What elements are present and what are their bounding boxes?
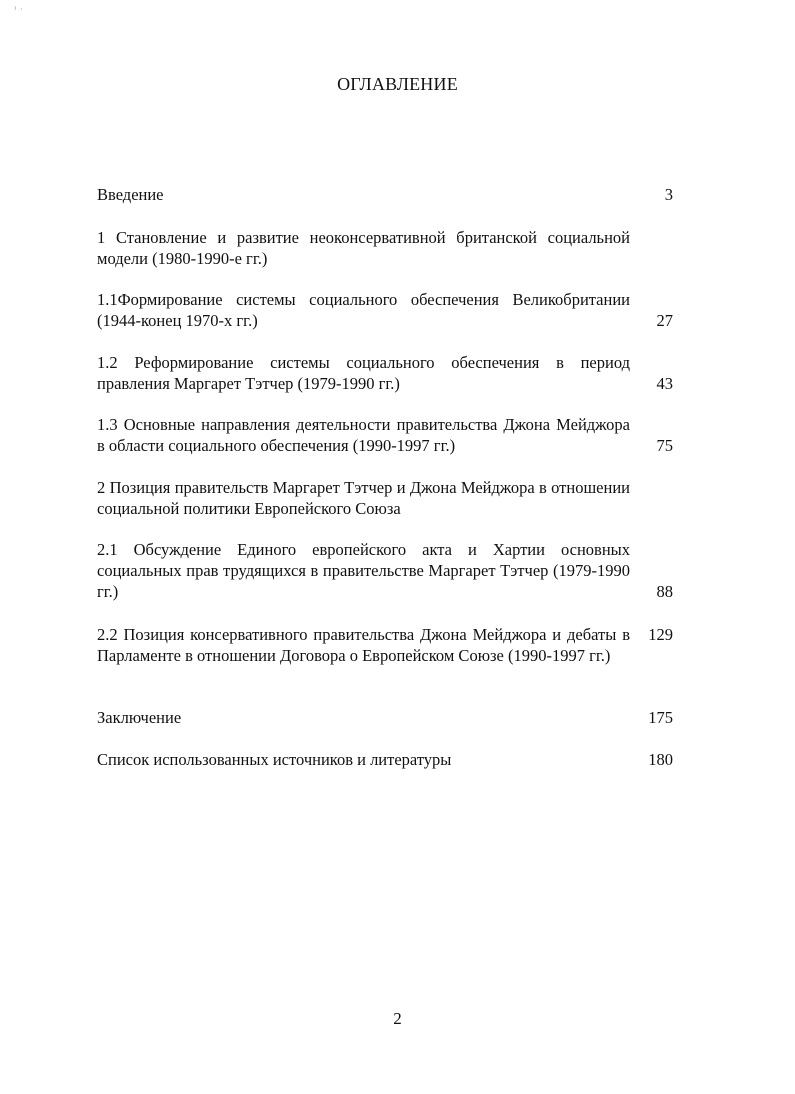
toc-entry-section-1-2[interactable]: [97, 352, 677, 394]
toc-entry-introduction[interactable]: [97, 184, 677, 205]
toc-entry-section-1-1[interactable]: [97, 289, 677, 331]
toc-entry-page: 75: [656, 436, 673, 455]
toc-entry-page: 175: [648, 708, 673, 727]
toc-entry-text: Введение: [97, 185, 164, 204]
toc-entry-conclusion[interactable]: [97, 707, 677, 728]
toc-entry-section-2-1[interactable]: [97, 539, 677, 602]
toc-entry-page: 129: [648, 625, 673, 644]
toc-entry-text: 1.1Формирование системы социального обеспечения Великобритании (1944-конец 1970-х гг.): [97, 290, 630, 330]
toc-entry-text: 1 Становление и развитие неоконсервативной британской социальной модели (1980-1990-е гг.): [97, 228, 630, 268]
toc-entry-section-2-2[interactable]: [97, 624, 677, 666]
page-title: ОГЛАВЛЕНИЕ: [337, 74, 458, 94]
toc-entry-text: 2 Позиция правительств Маргарет Тэтчер и Джона Мейджора в отношении социальной политики Европейского Союза: [97, 478, 630, 518]
toc-entry-text: 2.1 Обсуждение Единого европейского акта и Хартии основных социальных прав трудящихся в правительстве Маргарет Тэтчер (1979-1990 гг.): [97, 540, 630, 601]
toc-entry-page: 3: [664, 185, 673, 204]
toc-entry-page: 27: [656, 311, 673, 330]
scan-mark: ₁ ˎ: [14, 2, 24, 10]
toc-entry-chapter-1[interactable]: [97, 227, 677, 269]
toc-entry-text: 2.2 Позиция консервативного правительства Джона Мейджора и дебаты в Парламенте в отношении Договора о Европейском Союзе (1990-1997 гг.): [97, 625, 630, 665]
toc-entry-page: 43: [656, 374, 673, 393]
toc-entry-page: 180: [648, 750, 673, 769]
toc-entry-text: Список использованных источников и литературы: [97, 750, 452, 769]
toc-entry-text: 1.3 Основные направления деятельности правительства Джона Мейджора в области социального обеспечения (1990-1997 гг.): [97, 415, 630, 455]
toc-entry-text: 1.2 Реформирование системы социального обеспечения в период правления Маргарет Тэтчер (1979-1990 гг.): [97, 353, 630, 393]
toc-entry-section-1-3[interactable]: [97, 414, 677, 456]
page-number: 2: [393, 1009, 402, 1028]
toc-entry-bibliography[interactable]: [97, 749, 677, 770]
toc-entry-page: 88: [656, 582, 673, 601]
toc-entry-chapter-2[interactable]: [97, 477, 677, 519]
toc-entry-text: Заключение: [97, 708, 182, 727]
